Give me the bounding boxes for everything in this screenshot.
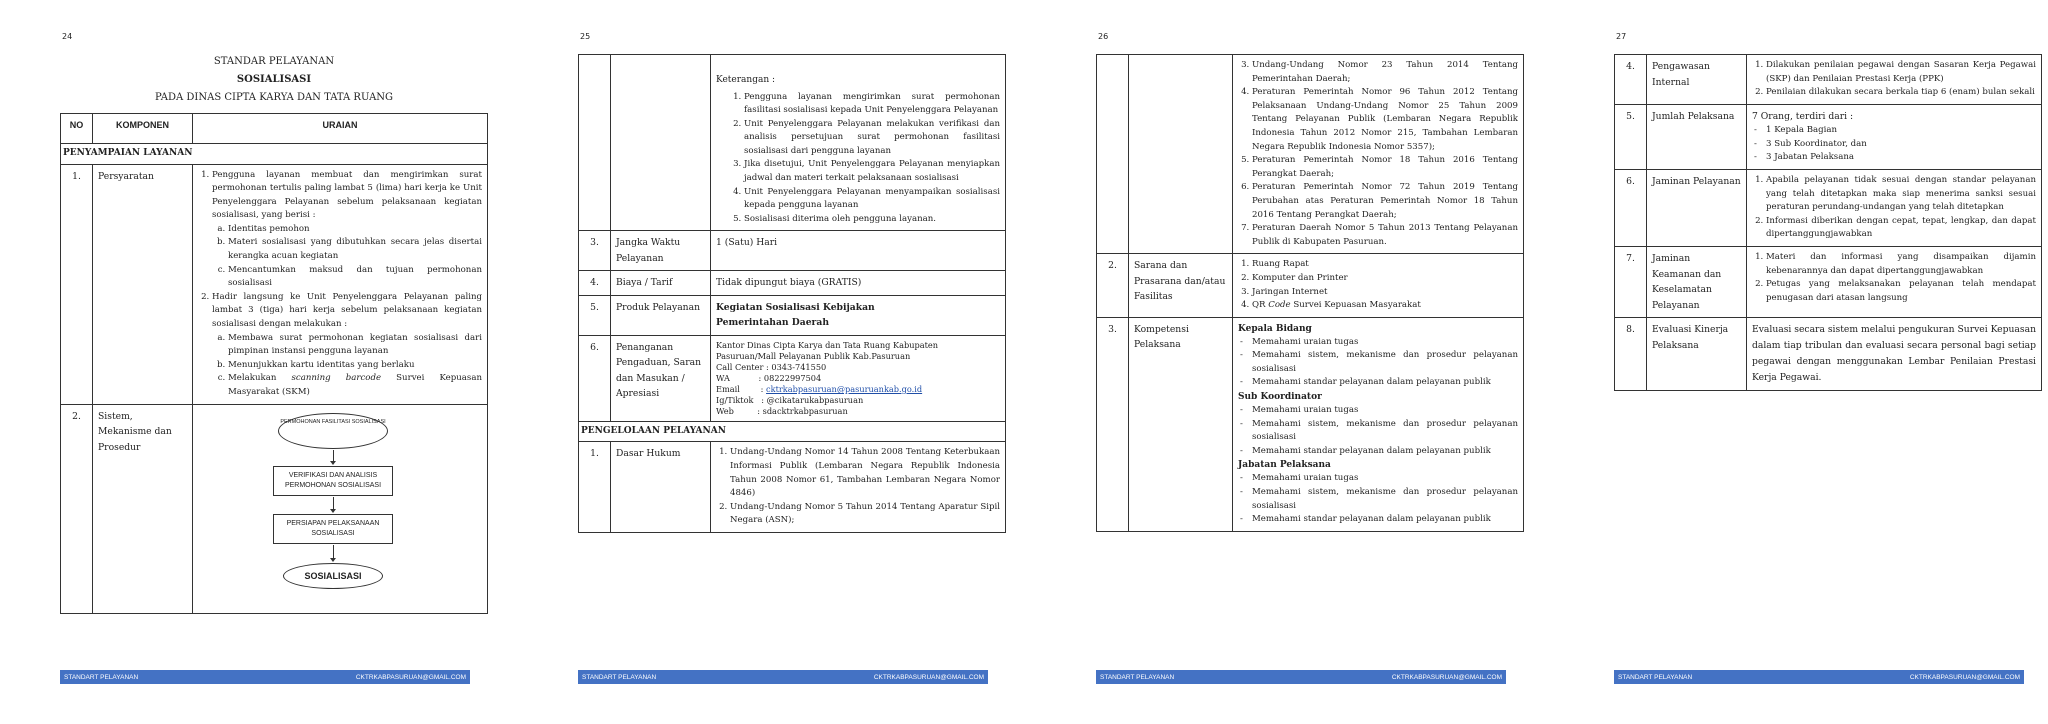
list-item: c. Mencantumkan maksud dan tujuan permohonan sosialisasi <box>228 264 482 291</box>
flow-step-verify: VERIFIKASI DAN ANALISIS PERMOHONAN SOSIALISASI <box>273 466 393 496</box>
row-komponen: Sistem, Mekanisme dan Prosedur <box>93 404 193 613</box>
list-item: 1. Apabila pelayanan tidak sesuai dengan standar pelayanan yang telah ditetapkan maka siap menerima sanksi sesuai peraturan perundang-undangan yang telah ditetapkan <box>1766 174 2036 215</box>
row-no: 5. <box>1615 104 1647 169</box>
list-item: - Memahami sistem, mekanisme dan prosedur pelayanan sosialisasi <box>1238 418 1518 445</box>
footer-label: STANDART PELAYANAN <box>64 673 139 681</box>
row-komponen: Jangka Waktu Pelayanan <box>611 231 711 271</box>
list-item: 1. Materi dan informasi yang disampaikan dijamin kebenarannya dan dapat dipertanggungjawabkan <box>1766 251 2036 278</box>
flow-step-prepare: PERSIAPAN PELAKSANAAN SOSIALISASI <box>273 514 393 544</box>
col-uraian: URAIAN <box>193 114 488 144</box>
row-komponen: Sarana dan Prasarana dan/atau Fasilitas <box>1129 254 1233 317</box>
row-no: 3. <box>579 231 611 271</box>
row-uraian <box>193 164 488 404</box>
list-item: - Memahami uraian tugas <box>1238 472 1518 486</box>
page-footer <box>1096 670 1506 684</box>
row-no: 4. <box>579 271 611 296</box>
col-no: NO <box>61 114 93 144</box>
row-komponen: Dasar Hukum <box>611 442 711 533</box>
standard-table <box>578 54 1006 533</box>
flow-arrow <box>333 545 334 559</box>
list-item: 2. Informasi diberikan dengan cepat, tepat, lengkap, dan dapat dipertanggungjawabkan <box>1766 215 2036 242</box>
row-uraian <box>1747 247 2042 318</box>
row-no: 2. <box>61 404 93 613</box>
row-no: 2. <box>1097 254 1129 317</box>
row-komponen: Produk Pelayanan <box>611 295 711 335</box>
col-komponen: KOMPONEN <box>93 114 193 144</box>
page-number: 27 <box>1616 32 1627 41</box>
list-item: c. Melakukan scanning barcode Survei Kepuasan Masyarakat (SKM) <box>228 372 482 399</box>
list-item: 3. Undang-Undang Nomor 23 Tahun 2014 Tentang Pemerintahan Daerah; <box>1252 59 1518 86</box>
row-uraian <box>1747 170 2042 247</box>
row-no: 5. <box>579 295 611 335</box>
list-item: 2. Unit Penyelenggara Pelayanan melakukan verifikasi dan analisis persetujuan surat permohonan fasilitasi sosialisasi dari pengguna layanan <box>744 118 1000 159</box>
row-no: 1. <box>61 164 93 404</box>
email-link[interactable]: cktrkabpasuruan@pasuruankab.go.id <box>766 383 923 394</box>
row-uraian <box>1233 317 1524 531</box>
list-item: 4. QR Code Survei Kepuasan Masyarakat <box>1252 299 1518 313</box>
page-number: 26 <box>1098 32 1109 41</box>
list-item: - 3 Sub Koordinator, dan <box>1752 138 2036 152</box>
page-number: 24 <box>62 32 73 41</box>
row-komponen: Biaya / Tarif <box>611 271 711 296</box>
subheading: Jabatan Pelaksana <box>1238 460 1331 471</box>
standard-table <box>60 113 488 614</box>
list-item: - Memahami standar pelayanan dalam pelayanan publik <box>1238 376 1518 390</box>
procedure-notes <box>711 55 1006 231</box>
list-item: 3. Jaringan Internet <box>1252 286 1518 300</box>
list-item: 1. Pengguna layanan membuat dan mengirimkan surat permohonan tertulis paling lambat 5 (lima) hari kerja ke Unit Penyelenggara Pelayanan sebelum pelaksanaan kegiatan sosialisasi, yang berisi : a. Identitas pemohon b. Materi sosialisasi yang dibutuhkan secara jelas disertai kerangka acuan kegiatan c. Mencantumkan maksud dan tujuan permohonan sosialisasi <box>212 169 482 291</box>
list-item: 2. Hadir langsung ke Unit Penyelenggara Pelayanan paling lambat 3 (tiga) hari kerja sebelum pelaksanaan kegiatan sosialisasi dengan melakukan : a. Membawa surat permohonan kegiatan sosialisasi dari pimpinan instansi pengguna layanan b. Menunjukkan kartu identitas yang berlaku c. Melakukan scanning barcode Survei Kepuasan Masyarakat (SKM) <box>212 291 482 400</box>
row-no: 4. <box>1615 55 1647 105</box>
list-item: 1. Undang-Undang Nomor 14 Tahun 2008 Tentang Keterbukaan Informasi Publik (Lembaran Negara Republik Indonesia Tahun 2008 Nomor 61, Tambahan Lembaran Negara Nomor 4846) <box>730 446 1000 500</box>
row-komponen: Jaminan Pelayanan <box>1647 170 1747 247</box>
page-footer <box>60 670 470 684</box>
page-26 <box>1096 28 1526 688</box>
row-no: 3. <box>1097 317 1129 531</box>
footer-email: CKTRKABPASURUAN@GMAIL.COM <box>1909 673 2020 681</box>
row-komponen: Penanganan Pengaduan, Saran dan Masukan / Apresiasi <box>611 335 711 421</box>
subheading: Sub Koordinator <box>1238 392 1322 403</box>
footer-label: STANDART PELAYANAN <box>582 673 657 681</box>
list-item: 4. Unit Penyelenggara Pelayanan menyampaikan sosialisasi kepada pengguna layanan <box>744 186 1000 213</box>
row-komponen: Persyaratan <box>93 164 193 404</box>
list-item: - 1 Kepala Bagian <box>1752 124 2036 138</box>
row-uraian: Kegiatan Sosialisasi Kebijakan Pemerintahan Daerah <box>711 295 1006 335</box>
row-uraian <box>711 442 1006 533</box>
footer-email: CKTRKABPASURUAN@GMAIL.COM <box>873 673 984 681</box>
header-title: STANDAR PELAYANAN <box>213 56 335 67</box>
row-komponen: Jumlah Pelaksana <box>1647 104 1747 169</box>
list-item: - Memahami standar pelayanan dalam pelayanan publik <box>1238 513 1518 527</box>
notes-label: Keterangan : <box>716 75 776 85</box>
row-uraian: 1 (Satu) Hari <box>711 231 1006 271</box>
footer-email: CKTRKABPASURUAN@GMAIL.COM <box>355 673 466 681</box>
list-item: a. Membawa surat permohonan kegiatan sosialisasi dari pimpinan instansi pengguna layanan <box>228 332 482 359</box>
footer-label: STANDART PELAYANAN <box>1618 673 1693 681</box>
list-item: 4. Peraturan Pemerintah Nomor 96 Tahun 2012 Tentang Pelaksanaan Undang-Undang Nomor 25 Tahun 2009 Tentang Pelayanan Publik (Lembaran Negara Republik Indonesia Tahun 2012 Nomor 215, Tambahan Lembaran Negara Republik Indonesia Nomor 5357); <box>1252 86 1518 154</box>
list-item: a. Identitas pemohon <box>228 223 482 237</box>
page-footer <box>578 670 988 684</box>
list-item: 2. Undang-Undang Nomor 5 Tahun 2014 Tentang Aparatur Sipil Negara (ASN); <box>730 501 1000 528</box>
row-komponen: Pengawasan Internal <box>1647 55 1747 105</box>
standard-table <box>1096 54 1524 532</box>
list-item: 6. Peraturan Pemerintah Nomor 72 Tahun 2019 Tentang Perubahan atas Peraturan Pemerintah Nomor 18 Tahun 2016 Tentang Perangkat Daerah; <box>1252 181 1518 222</box>
list-item: - Memahami sistem, mekanisme dan prosedur pelayanan sosialisasi <box>1238 349 1518 376</box>
row-komponen: Jaminan Keamanan dan Keselamatan Pelayanan <box>1647 247 1747 318</box>
footer-email: CKTRKABPASURUAN@GMAIL.COM <box>1391 673 1502 681</box>
flowchart <box>193 404 488 613</box>
list-item: 2. Petugas yang melaksanakan pelayanan telah mendapat penugasan dari atasan langsung <box>1766 278 2036 305</box>
row-komponen: Evaluasi Kinerja Pelaksana <box>1647 318 1747 391</box>
list-item: 5. Sosialisasi diterima oleh pengguna layanan. <box>744 213 1000 227</box>
page-number: 25 <box>580 32 591 41</box>
row-uraian <box>1747 55 2042 105</box>
standard-table <box>1614 54 2042 391</box>
list-item: 2. Komputer dan Printer <box>1252 272 1518 286</box>
list-item: 1. Ruang Rapat <box>1252 258 1518 272</box>
contact-info: Kantor Dinas Cipta Karya dan Tata Ruang Kabupaten Pasuruan/Mall Pelayanan Publik Kab.Pasuruan Call Center : 0343-741550 WA : 08222997504 Email : cktrkabpasuruan@pasuruankab.go.id Ig/Tiktok : @cikatarukabpasuruan Web : sdacktrkabpasuruan <box>711 335 1006 421</box>
row-no: 1. <box>579 442 611 533</box>
list-item: - Memahami standar pelayanan dalam pelayanan publik <box>1238 445 1518 459</box>
section-title: PENGELOLAAN PELAYANAN <box>579 421 1006 442</box>
page-footer <box>1614 670 2024 684</box>
subheading: Kepala Bidang <box>1238 323 1312 334</box>
header-subtitle: SOSIALISASI <box>236 74 312 85</box>
footer-label: STANDART PELAYANAN <box>1100 673 1175 681</box>
row-uraian: Evaluasi secara sistem melalui pengukuran Survei Kepuasan dalam tiap tribulan dan evaluasi secara personal bagi setiap pegawai dengan menggunakan Lembar Penilaian Prestasi Kerja Pegawai. <box>1747 318 2042 391</box>
row-uraian <box>1233 254 1524 317</box>
list-item: 5. Peraturan Pemerintah Nomor 18 Tahun 2016 Tentang Perangkat Daerah; <box>1252 154 1518 181</box>
document-header <box>60 53 488 107</box>
list-item: b. Materi sosialisasi yang dibutuhkan secara jelas disertai kerangka acuan kegiatan <box>228 236 482 263</box>
list-item: - Memahami sistem, mekanisme dan prosedur pelayanan sosialisasi <box>1238 486 1518 513</box>
list-item: 1. Pengguna layanan mengirimkan surat permohonan fasilitasi sosialisasi kepada Unit Penyelenggara Pelayanan <box>744 91 1000 118</box>
page-27 <box>1614 28 2044 688</box>
list-item: - Memahami uraian tugas <box>1238 336 1518 350</box>
list-item: - 3 Jabatan Pelaksana <box>1752 151 2036 165</box>
row-uraian: Tidak dipungut biaya (GRATIS) <box>711 271 1006 296</box>
row-uraian: 7 Orang, terdiri dari : - 1 Kepala Bagian - 3 Sub Koordinator, dan - 3 Jabatan Pelaksana <box>1747 104 2042 169</box>
flow-start: PERMOHONAN FASILITASI SOSIALISASI <box>278 413 388 449</box>
row-uraian <box>1233 55 1524 254</box>
list-item: - Memahami uraian tugas <box>1238 404 1518 418</box>
list-item: 3. Jika disetujui, Unit Penyelenggara Pelayanan menyiapkan jadwal dan materi terkait pelaksanaan sosialisasi <box>744 158 1000 185</box>
row-no: 6. <box>579 335 611 421</box>
list-item: 2. Penilaian dilakukan secara berkala tiap 6 (enam) bulan sekali <box>1766 86 2036 100</box>
page-25 <box>578 28 1008 688</box>
list-item: b. Menunjukkan kartu identitas yang berlaku <box>228 359 482 373</box>
row-komponen: Kompetensi Pelaksana <box>1129 317 1233 531</box>
flow-arrow <box>333 450 334 462</box>
list-item: 1. Dilakukan penilaian pegawai dengan Sasaran Kerja Pegawai (SKP) dan Penilaian Prestasi Kerja (PPK) <box>1766 59 2036 86</box>
row-no: 6. <box>1615 170 1647 247</box>
section-title: PENYAMPAIAN LAYANAN <box>61 144 488 165</box>
flow-end: SOSIALISASI <box>283 563 383 589</box>
row-no: 8. <box>1615 318 1647 391</box>
page-24 <box>60 28 490 688</box>
header-agency: PADA DINAS CIPTA KARYA DAN TATA RUANG <box>154 92 394 103</box>
flow-arrow <box>333 497 334 510</box>
row-no: 7. <box>1615 247 1647 318</box>
list-item: 7. Peraturan Daerah Nomor 5 Tahun 2013 Tentang Pelayanan Publik di Kabupaten Pasuruan. <box>1252 222 1518 249</box>
